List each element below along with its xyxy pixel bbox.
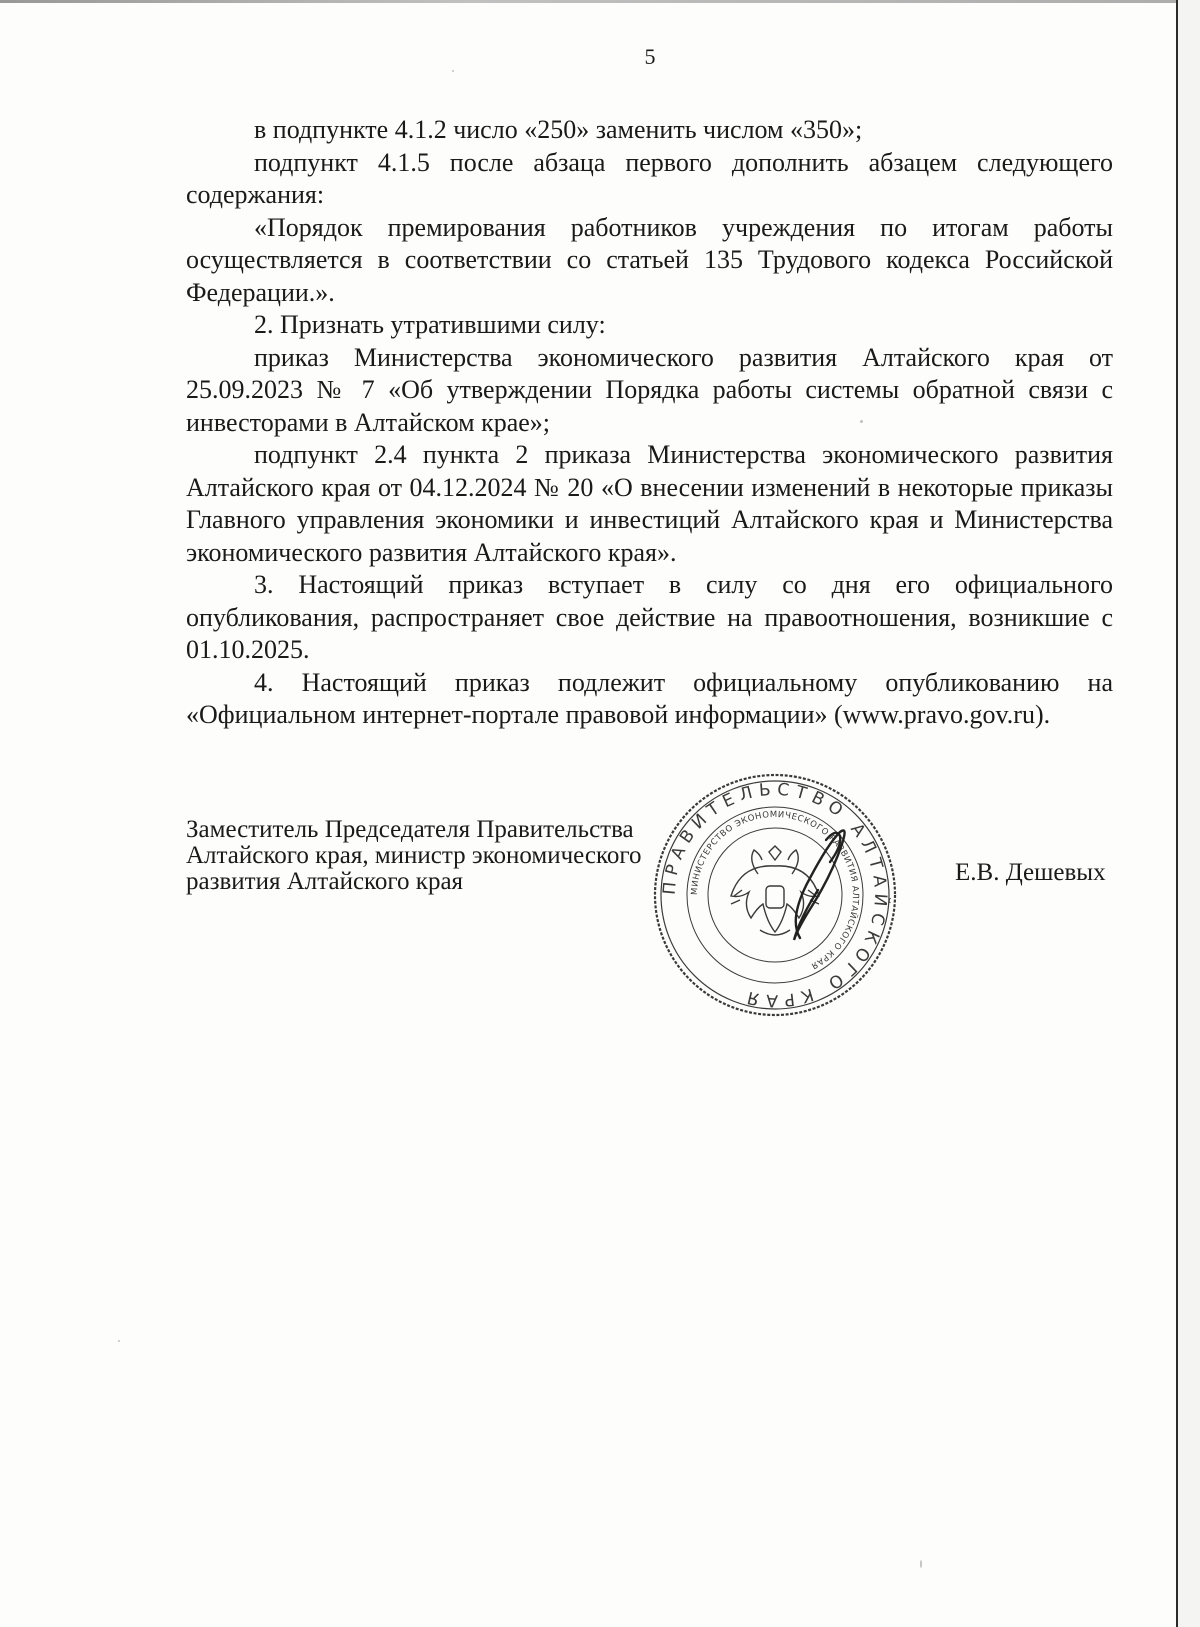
signer-position-line-2: Алтайского края, министр экономического [186, 842, 642, 869]
double-headed-eagle-emblem [731, 846, 819, 935]
paragraph-8: 4. Настоящий приказ подлежит официальному опубликованию на «Официальном интернет-портале правовой информации» (www.pravo.gov.ru). [186, 667, 1113, 729]
scan-speck [452, 70, 454, 72]
paragraph-5: приказ Министерства экономического развития Алтайского края от 25.09.2023 № 7 «Об утверждении Порядка работы системы обратной связи с инвесторами в Алтайском крае»; [186, 342, 1113, 437]
scan-speck [118, 1340, 120, 1342]
paragraph-3: «Порядок премирования работников учреждения по итогам работы осуществляется в соответствии со статьей 135 Трудового кодекса Российской Федерации.». [186, 212, 1113, 307]
signer-position [186, 817, 641, 895]
scan-speck [860, 420, 863, 423]
scan-top-edge [0, 0, 1176, 3]
seal-inner-text: МИНИСТЕРСТВО ЭКОНОМИЧЕСКОГО РАЗВИТИЯ АЛТАЙСКОГО КРАЯ [689, 809, 861, 971]
page-number: 5 [644, 44, 656, 69]
signer-position-line-1: Заместитель Председателя Правительства [186, 816, 634, 843]
official-seal-stamp [650, 770, 900, 1020]
paragraph-7: 3. Настоящий приказ вступает в силу со дня его официального опубликования, распространяет свое действие на правоотношения, возникшие с 01.10.2025. [186, 570, 1113, 664]
seal-outer-text: ПРАВИТЕЛЬСТВО АЛТАЙСКОГО КРАЯ [659, 779, 891, 1011]
signer-name: Е.В. Дешевых [955, 859, 1106, 886]
paragraph-2: подпункт 4.1.5 после абзаца первого дополнить абзацем следующего содержания: [186, 147, 1113, 209]
paragraph-1: в подпункте 4.1.2 число «250» заменить числом «350»; [254, 115, 863, 144]
signer-position-line-3: развития Алтайского края [186, 868, 464, 895]
paragraph-4: 2. Признать утратившими силу: [254, 310, 606, 339]
scan-speck [920, 1560, 922, 1568]
paragraph-6: подпункт 2.4 пункта 2 приказа Министерства экономического развития Алтайского края от 04.12.2024 № 20 «О внесении изменений в некоторые приказы Главного управления экономики и инвестиций Алтайского края и Министерства экономического развития Алтайского края». [186, 440, 1113, 567]
document-body [186, 114, 1113, 732]
